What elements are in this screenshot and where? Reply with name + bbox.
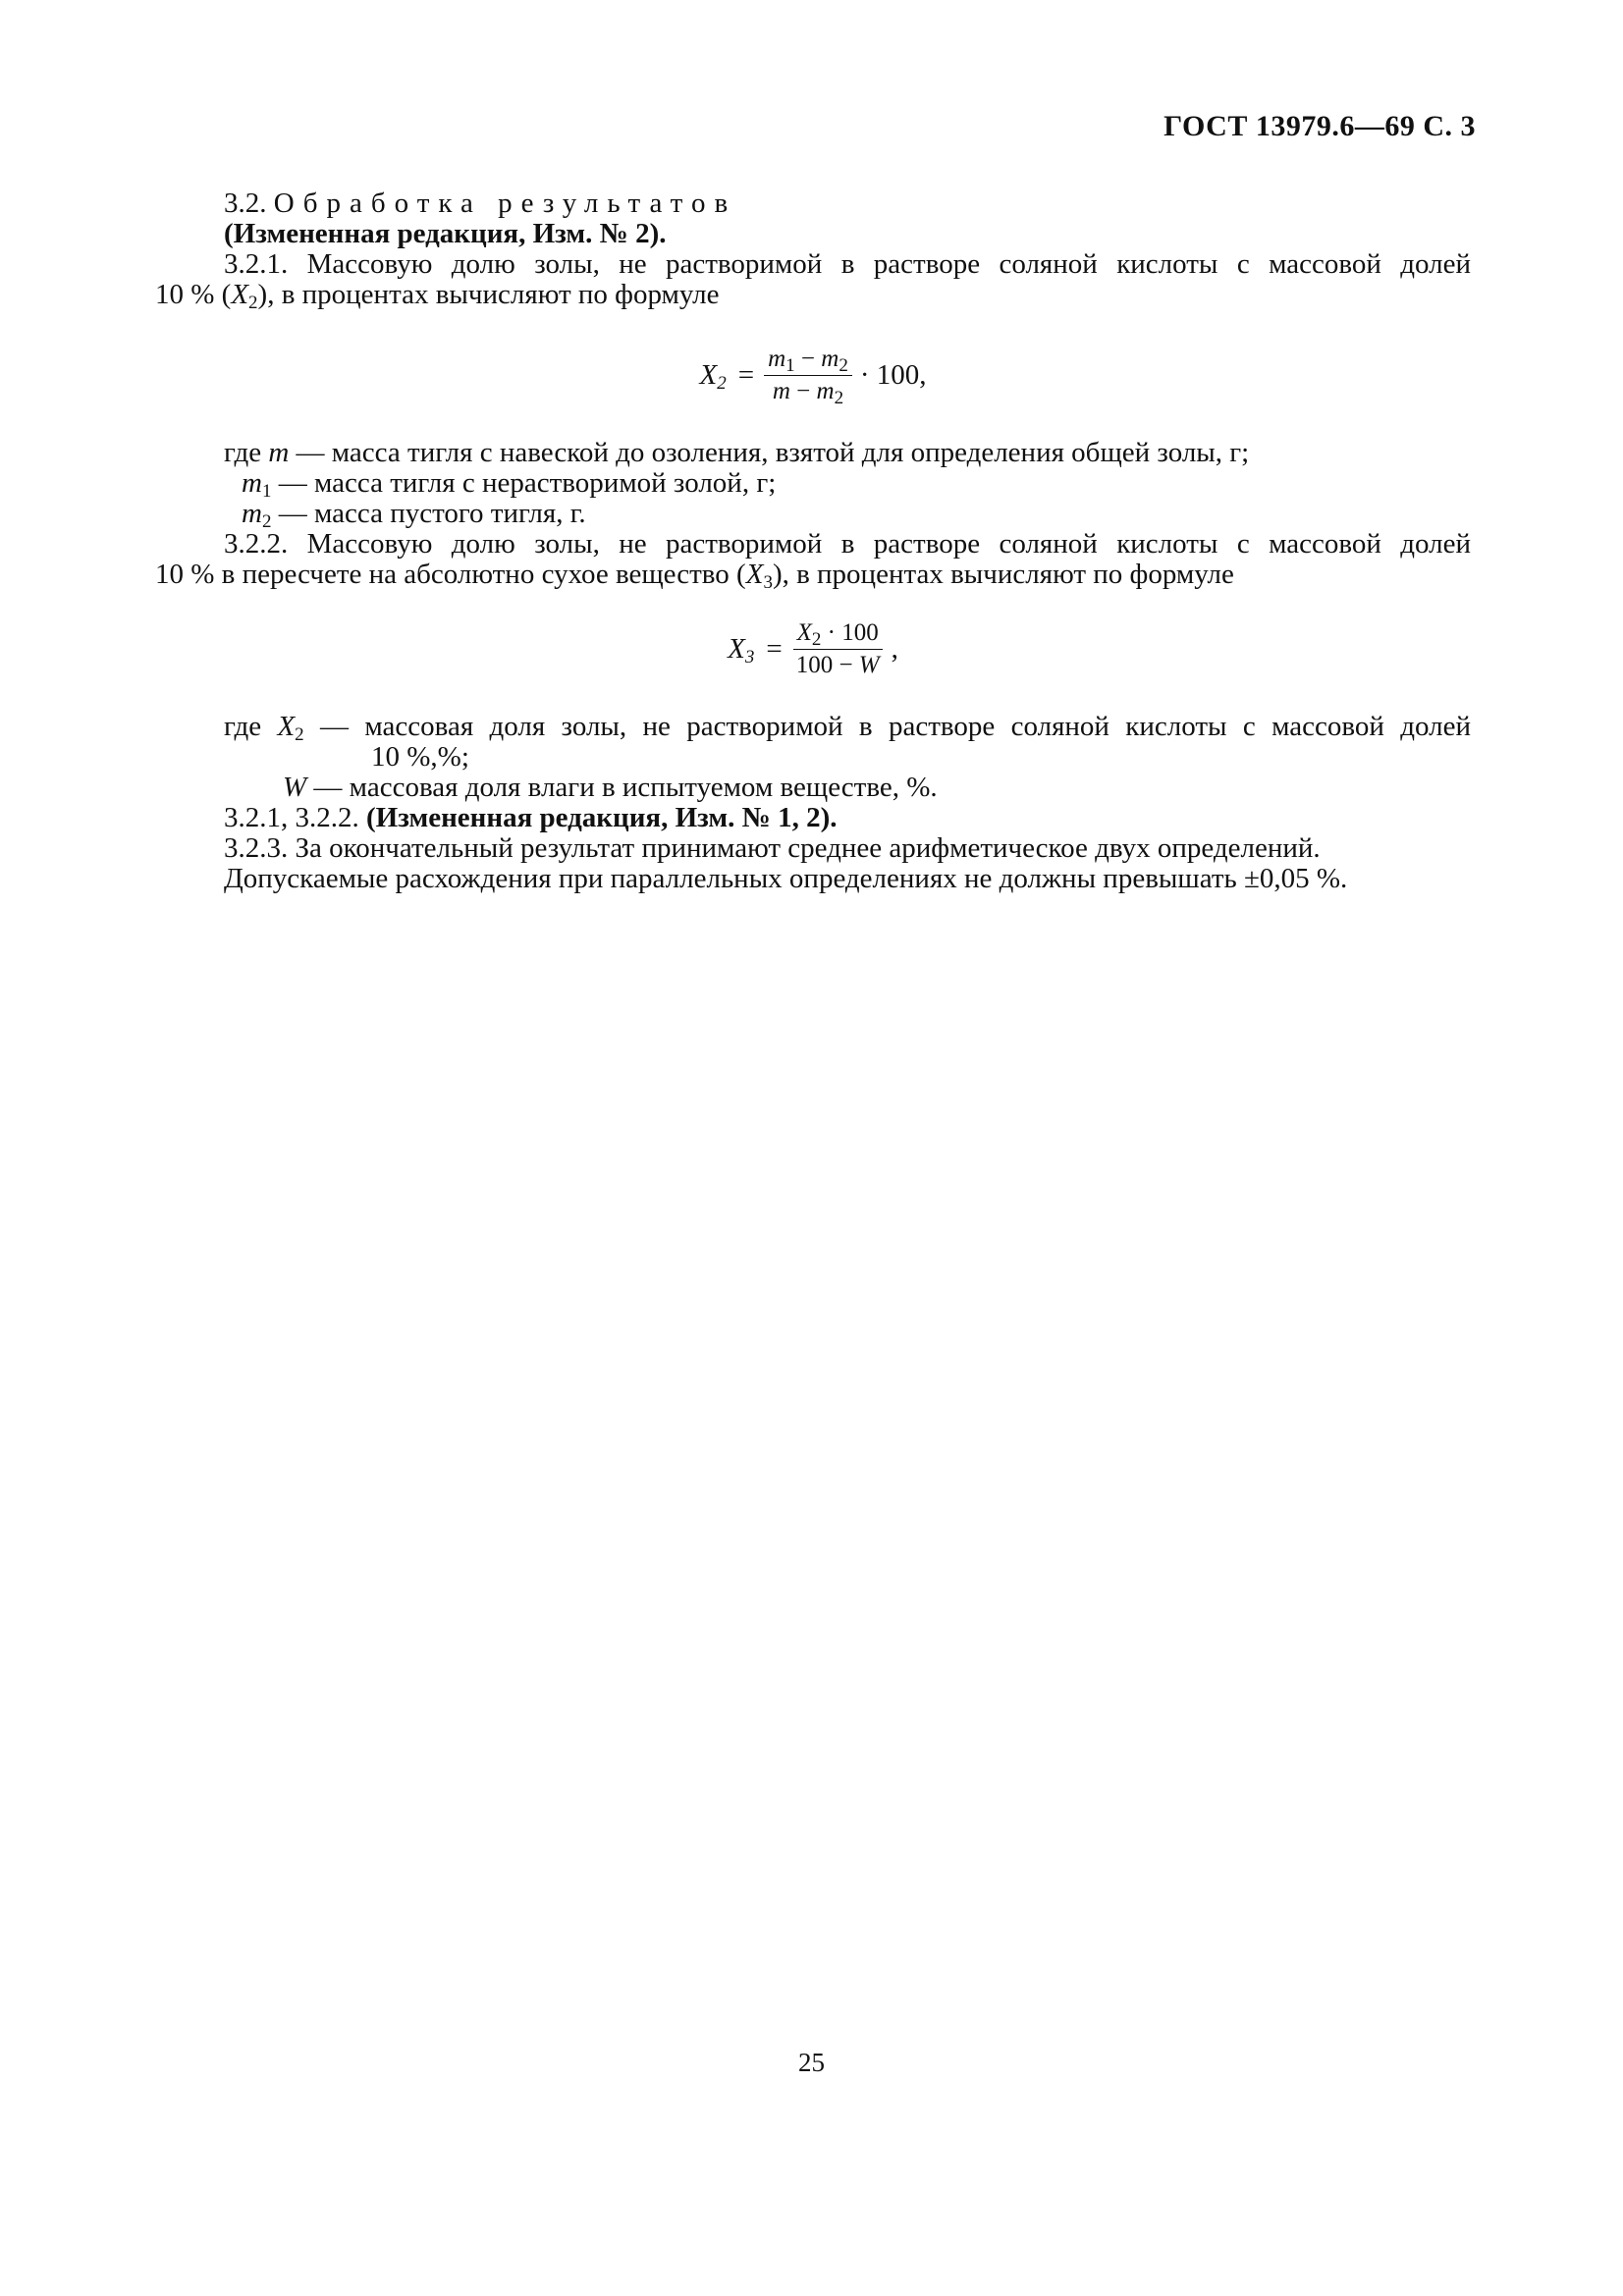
page-number: 25 [798, 2048, 825, 2077]
text: 10 % ( [155, 279, 232, 310]
section-3-2-heading [155, 188, 1471, 219]
formula-lhs: $X_3$ [728, 632, 755, 667]
numerator: $X_2 \cdot 100$ [793, 619, 883, 650]
paragraph-3-2-1: 3.2.1. Массовую долю золы, не растворимой в растворе соляной кислоты с массовой долей [224, 248, 1471, 280]
fraction [764, 345, 852, 408]
equals-sign: = [737, 358, 755, 391]
section-title: Обработка результатов [273, 187, 737, 219]
paragraph-3-2-2-cont: 10 % в пересчете на абсолютно сухое вещество $(X_3)$, в процентах вычисляют по формуле [155, 559, 1234, 593]
denominator: 100 − W [795, 651, 880, 678]
formula-x2 [155, 328, 1471, 422]
numerator: $m_1 - m_2$ [764, 346, 852, 376]
paragraph-3-2-3-cont: Допускаемые расхождения при параллельных определениях не должны превышать ±0,05 %. [224, 863, 1348, 894]
section-number: 3.2. [224, 187, 267, 219]
where-w: W — массовая доля влаги в испытуемом веществе, %. [283, 772, 938, 803]
paragraph-3-2-1-cont [155, 279, 1471, 313]
equals-sign: = [766, 632, 783, 665]
formula-tail: , [891, 632, 898, 665]
where-m1: $m_1$ — масса тигля с нерастворимой золой, г; [242, 467, 777, 502]
denominator: $m - m_2$ [772, 377, 844, 408]
revision-note: (Измененная редакция, Изм. № 2). [224, 218, 667, 249]
page-header: ГОСТ 13979.6—69 С. 3 [1163, 110, 1476, 142]
formula-lhs: $X_2$ [699, 358, 727, 394]
formula-x3 [155, 604, 1471, 694]
fraction [792, 619, 884, 679]
paragraph-3-2-3: 3.2.3. За окончательный результат принимают среднее арифметическое двух определений. [224, 832, 1321, 864]
var-x: X [231, 279, 249, 310]
paragraph-3-2-2: 3.2.2. Массовую долю золы, не растворимой в растворе соляной кислоты с массовой долей [224, 528, 1471, 560]
document-body [155, 188, 1471, 894]
where-x2: где $X_2$ — массовая доля золы, не растворимой в растворе соляной кислоты с массовой долей [224, 711, 1471, 745]
formula-tail: · 100, [859, 358, 927, 391]
where-m2: $m_2$ — масса пустого тигля, г. [242, 498, 586, 532]
sub: 2 [248, 293, 258, 313]
where-x2-cont: 10 %,%; [371, 741, 469, 773]
where-m: где m — масса тигля с навеской до озоления, взятой для определения общей золы, г; [224, 437, 1250, 468]
text: ), в процентах вычисляют по формуле [257, 279, 720, 310]
revision-note-2: 3.2.1, 3.2.2. (Измененная редакция, Изм. № 1, 2). [224, 802, 838, 833]
